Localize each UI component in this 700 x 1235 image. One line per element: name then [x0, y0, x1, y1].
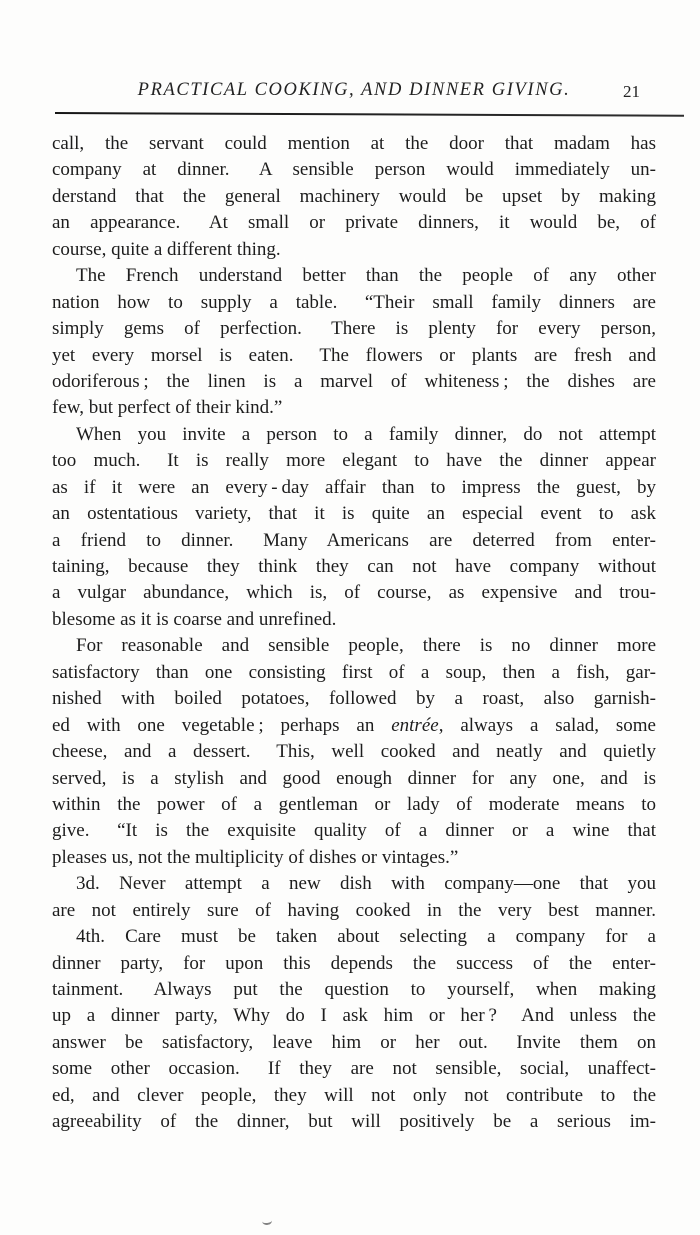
ink-smudge-mark — [262, 1216, 273, 1225]
text-line: as if it were an every - day affair than to impress the guest, by — [52, 476, 656, 498]
text-line: pleases us, not the multiplicity of dishes or vintages.” — [52, 846, 459, 868]
text-line: simply gems of perfection. There is plenty for every person, — [52, 318, 656, 340]
text-line: up a dinner party, Why do I ask him or her ? And unless the — [52, 1005, 656, 1027]
paragraph — [52, 263, 656, 422]
text-line: served, is a stylish and good enough dinner for any one, and is — [52, 767, 656, 789]
paragraph — [52, 633, 656, 871]
text-line: odoriferous ; the linen is a marvel of whiteness ; the dishes are — [52, 370, 656, 392]
text-line: blesome as it is coarse and unrefined. — [52, 608, 337, 630]
text-line: nation how to supply a table. “Their small family dinners are — [52, 291, 656, 313]
text-line: taining, because they think they can not have company without — [52, 556, 656, 577]
text-line: agreeability of the dinner, but will positively be a serious im- — [52, 1111, 656, 1133]
text-line: are not entirely sure of having cooked in the very best manner. — [52, 899, 656, 921]
text-line: ed with one vegetable ; perhaps an entrée, always a salad, some — [52, 714, 656, 736]
text-line: derstand that the general machinery would be upset by making — [52, 185, 656, 207]
text-line: 3d. Never attempt a new dish with company—one that you — [76, 873, 656, 895]
text-line: call, the servant could mention at the door that madam has — [52, 133, 656, 154]
text-line: satisfactory than one consisting first of a soup, then a fish, gar- — [52, 661, 656, 683]
text-line: yet every morsel is eaten. The flowers or plants are fresh and — [52, 344, 656, 366]
paragraph — [52, 871, 656, 924]
text-line: dinner party, for upon this depends the success of the enter- — [52, 952, 656, 974]
text-line: 4th. Care must be taken about selecting a company for a — [76, 926, 656, 948]
text-line: a vulgar abundance, which is, of course, as expensive and trou- — [52, 582, 656, 604]
text-line: too much. It is really more elegant to have the dinner appear — [52, 450, 656, 472]
header-rule — [55, 112, 684, 117]
page-body — [52, 131, 656, 1136]
paragraph — [52, 924, 656, 1136]
paragraph — [52, 422, 656, 634]
text-line: nished with boiled potatoes, followed by a roast, also garnish- — [52, 688, 656, 710]
text-line: ed, and clever people, they will not only not contribute to the — [52, 1084, 656, 1106]
text-line: an appearance. At small or private dinners, it would be, of — [52, 212, 656, 234]
text-line: a friend to dinner. Many Americans are deterred from enter- — [52, 529, 656, 551]
text-line: The French understand better than the people of any other — [76, 265, 656, 287]
text-line: give. “It is the exquisite quality of a dinner or a wine that — [52, 820, 656, 842]
text-line: few, but perfect of their kind.” — [52, 397, 283, 419]
text-line: For reasonable and sensible people, there is no dinner more — [76, 635, 656, 657]
text-line: course, quite a different thing. — [52, 238, 281, 260]
text-line: When you invite a person to a family dinner, do not attempt — [76, 423, 656, 445]
text-line: tainment. Always put the question to yourself, when making — [52, 979, 656, 1000]
text-line: cheese, and a dessert. This, well cooked and neatly and quietly — [52, 741, 656, 763]
paragraph — [52, 131, 656, 263]
running-head-title: PRACTICAL COOKING, AND DINNER GIVING. — [137, 80, 571, 100]
text-line: an ostentatious variety, that it is quite an especial event to ask — [52, 503, 656, 525]
text-line: some other occasion. If they are not sensible, social, unaffect- — [52, 1058, 656, 1080]
text-line: within the power of a gentleman or lady of moderate means to — [52, 793, 656, 815]
text-line: answer be satisfactory, leave him or her out. Invite them on — [52, 1031, 656, 1053]
text-line: company at dinner. A sensible person would immediately un- — [52, 159, 656, 181]
page-number: 21 — [623, 82, 640, 101]
